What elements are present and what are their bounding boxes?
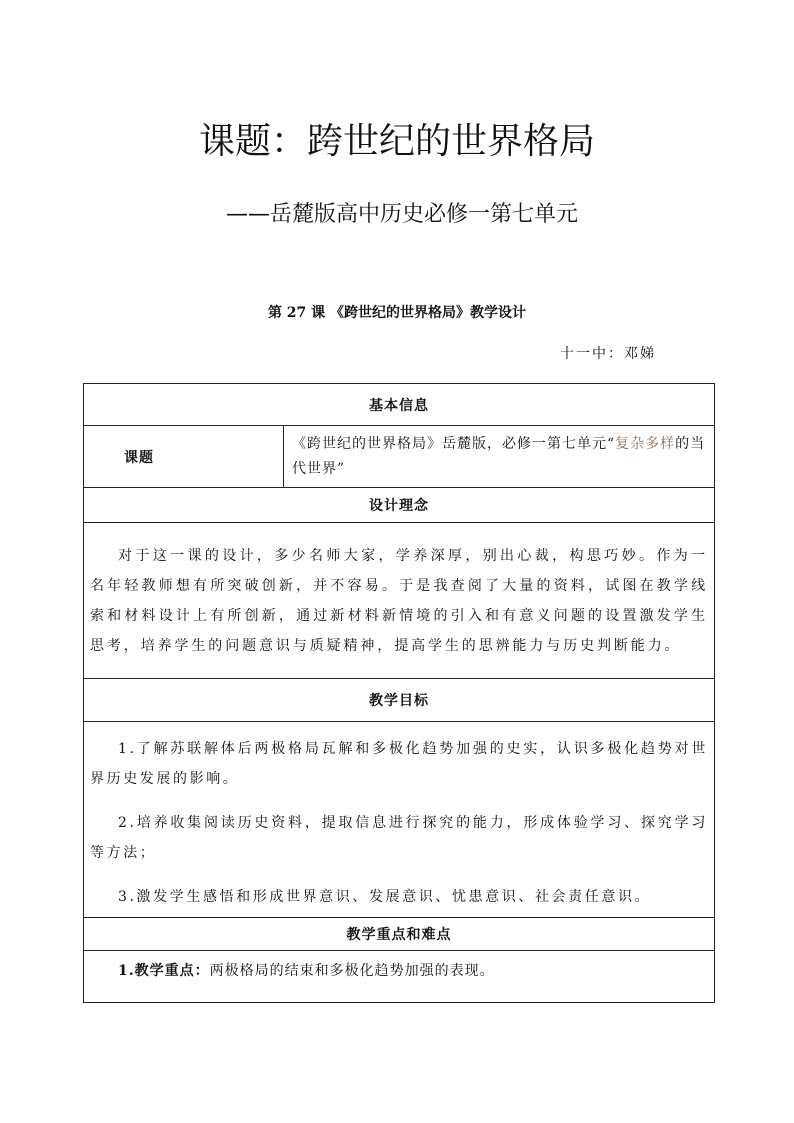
topic-value-end: 的当代世界” [292, 435, 706, 477]
key-points-header: 教学重点和难点 [84, 918, 715, 951]
key-points-row [84, 951, 715, 1003]
topic-value-main: 《跨世纪的世界格局》岳麓版，必修一第七单元“ [292, 435, 616, 452]
basic-info-header-row [84, 384, 715, 426]
design-concept-header-row [84, 488, 715, 523]
design-concept-row [84, 523, 715, 679]
teaching-goals-cell [84, 722, 715, 918]
basic-info-header: 基本信息 [84, 384, 715, 426]
lesson-heading: 第 27 课 《跨世纪的世界格局》教学设计 [267, 305, 527, 321]
key-point-item [84, 951, 715, 1003]
design-concept-paragraph: 对于这一课的设计，多少名师大家，学养深厚，别出心裁，构思巧妙。作为一名年轻教师想有所突破创新，并不容易。于是我查阅了大量的资料，试图在教学线索和材料设计上有所创新，通过新材料新情境的引入和有意义问题的设置激发学生思考，培养学生的问题意识与质疑精神，提高学生的思辨能力与历史判断能力。 [90, 547, 708, 654]
teaching-goals-header: 教学目标 [84, 679, 715, 722]
key-point-text: 两极格局的结束和多极化趋势加强的表现。 [209, 963, 495, 979]
topic-value-highlight: 复杂多样 [615, 435, 676, 452]
goal-item: 2.培养收集阅读历史资料，提取信息进行探究的能力，形成体验学习、探究学习等方法； [90, 814, 708, 861]
key-points-header-row [84, 918, 715, 951]
document-title: 课题：跨世纪的世界格局 [198, 121, 595, 162]
goal-item: 1.了解苏联解体后两极格局瓦解和多极化趋势加强的史实，认识多极化趋势对世界历史发展的影响。 [90, 740, 708, 787]
key-point-label: 1.教学重点： [118, 963, 210, 979]
topic-row [84, 426, 715, 488]
lesson-plan-table [83, 383, 715, 1003]
teaching-goals-row [84, 722, 715, 918]
design-concept-cell [84, 523, 715, 679]
topic-value [284, 426, 715, 488]
author-line: 十一中：邓娣 [560, 346, 656, 362]
topic-label: 课题 [84, 426, 284, 488]
document-subtitle: ——岳麓版高中历史必修一第七单元 [225, 202, 578, 227]
teaching-goals-header-row [84, 679, 715, 722]
design-concept-header: 设计理念 [84, 488, 715, 523]
goal-item: 3.激发学生感悟和形成世界意识、发展意识、忧患意识、社会责任意识。 [118, 888, 652, 905]
